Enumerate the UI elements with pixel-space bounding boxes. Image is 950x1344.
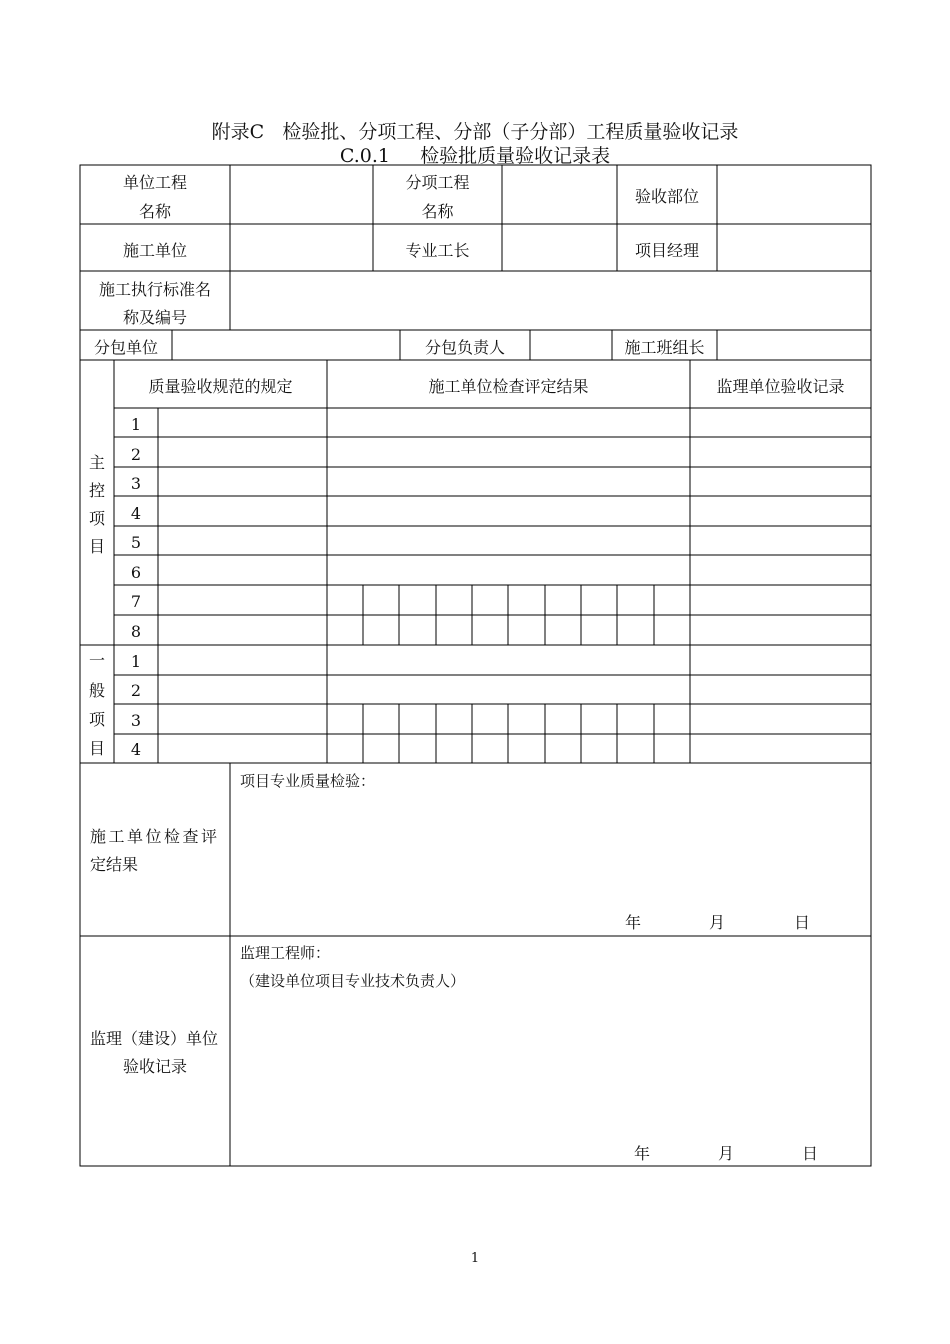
spec-column-header: 质量验收规范的规定	[148, 377, 293, 396]
team-leader-label: 施工班组长	[624, 338, 705, 357]
unit-project-label: 单位工程	[122, 173, 187, 192]
main-control-label-char: 目	[88, 537, 105, 556]
foreman-label: 专业工长	[405, 241, 470, 260]
page-number: 1	[470, 1251, 480, 1266]
row-number: 6	[130, 563, 142, 582]
inspection-day: 日	[794, 913, 811, 932]
form-title: 附录C 检验批、分项工程、分部（子分部）工程质量验收记录	[211, 121, 739, 143]
construction-unit-label: 施工单位	[122, 241, 187, 260]
supervision-record-label: 监理（建设）单位	[90, 1029, 219, 1048]
row-number: 2	[130, 445, 142, 464]
unit-project-label-2: 名称	[138, 202, 171, 221]
supervision-column-header: 监理单位验收记录	[716, 377, 845, 396]
supervision-record-label-2: 验收记录	[122, 1057, 187, 1076]
standard-label-2: 称及编号	[122, 308, 187, 327]
supervision-day: 日	[802, 1144, 819, 1163]
general-label-char: 般	[88, 681, 105, 700]
general-label-char: 目	[88, 739, 105, 758]
sub-item-label: 分项工程	[405, 173, 470, 192]
row-number: 8	[130, 622, 142, 641]
inspection-year: 年	[625, 913, 642, 932]
owner-representative: （建设单位项目专业技术负责人）	[240, 972, 466, 990]
standard-label: 施工执行标准名	[98, 280, 211, 299]
inspection-note: 项目专业质量检验：	[240, 772, 376, 790]
row-number: 3	[130, 474, 142, 493]
row-number: 4	[130, 740, 142, 759]
row-number: 4	[130, 504, 142, 523]
form-subtitle: C.0.1 检验批质量验收记录表	[339, 145, 611, 167]
subcontractor-label: 分包单位	[93, 338, 158, 357]
general-label-char: 一	[88, 651, 105, 670]
row-number: 5	[130, 533, 142, 552]
row-number: 7	[130, 592, 142, 611]
main-control-label-char: 主	[88, 453, 105, 472]
row-number: 1	[130, 415, 142, 434]
row-number: 3	[130, 711, 142, 730]
supervision-month: 月	[718, 1144, 735, 1163]
row-number: 1	[130, 652, 142, 671]
sub-leader-label: 分包负责人	[424, 338, 505, 357]
inspection-month: 月	[709, 913, 726, 932]
project-manager-label: 项目经理	[634, 241, 699, 260]
result-column-header: 施工单位检查评定结果	[428, 377, 589, 396]
sub-item-label-2: 名称	[421, 202, 454, 221]
supervision-year: 年	[634, 1144, 651, 1163]
supervision-engineer: 监理工程师：	[240, 944, 331, 962]
general-label-char: 项	[88, 710, 105, 729]
main-control-label-char: 项	[88, 509, 105, 528]
inspection-label: 施工单位检查评	[90, 827, 220, 846]
inspection-label-2: 定结果	[90, 855, 139, 874]
row-number: 2	[130, 681, 142, 700]
main-control-label-char: 控	[88, 481, 105, 500]
acceptance-part-label: 验收部位	[634, 187, 699, 206]
